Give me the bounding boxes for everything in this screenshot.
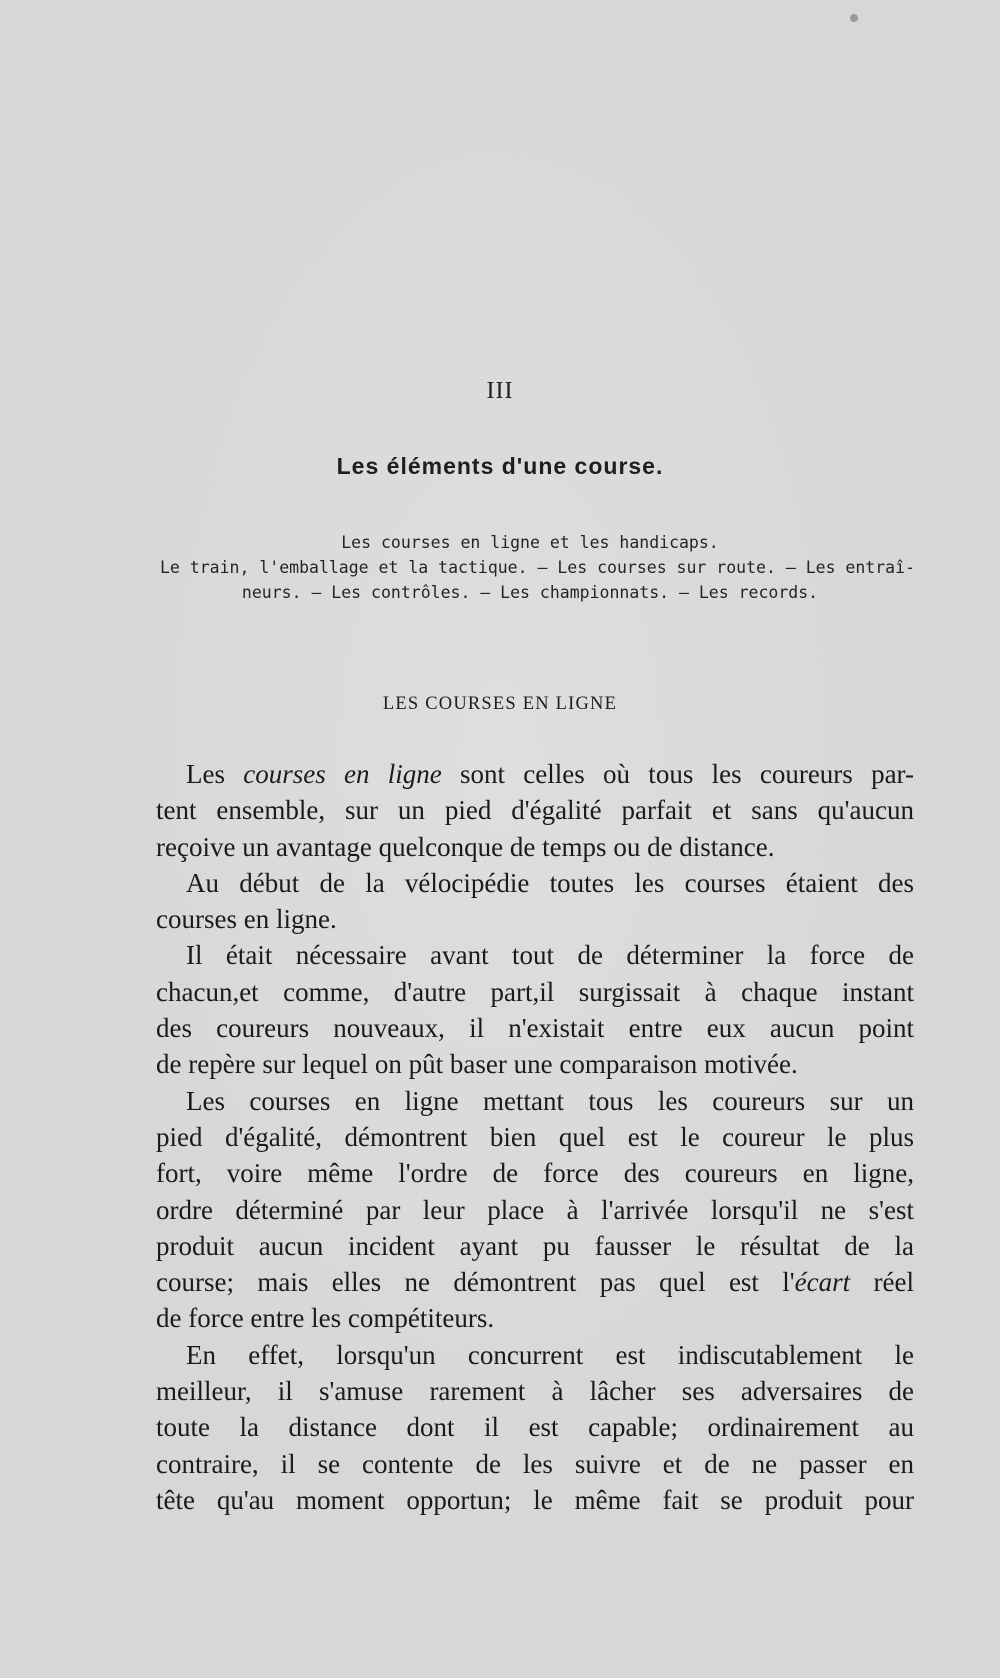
text-run: course; mais elles ne démontrent pas quel est l'	[156, 1267, 795, 1298]
body-text	[156, 756, 914, 1518]
text-line: courses en ligne.	[156, 904, 337, 935]
text-line: chacun,et comme, d'autre part,il surgissait à chaque instant	[156, 976, 914, 1007]
text-line: de force entre les compétiteurs.	[156, 1303, 495, 1334]
text-run: Les	[186, 759, 244, 789]
text-line: Au début de la vélocipédie toutes les courses étaient des	[186, 867, 914, 898]
ink-speck	[850, 14, 858, 22]
text-line: pied d'égalité, démontrent bien quel est le coureur le plus	[156, 1121, 914, 1152]
summary-line: Le train, l'emballage et la tactique. — Les courses sur route. — Les entraî-	[160, 558, 915, 577]
italic-term: courses en ligne	[243, 759, 442, 789]
text-line: Il était nécessaire avant tout de déterminer la force de	[186, 940, 914, 971]
text-run: réel	[850, 1267, 914, 1298]
text-line: fort, voire même l'ordre de force des coureurs en ligne,	[156, 1158, 914, 1189]
text-line: tête qu'au moment opportun; le même fait se produit pour	[156, 1484, 914, 1515]
text-line: ordre déterminé par leur place à l'arrivée lorsqu'il ne s'est	[156, 1194, 914, 1225]
text-run: sont celles où tous les coureurs par-	[441, 759, 915, 789]
text-line: reçoive un avantage quelconque de temps ou de distance.	[156, 831, 775, 862]
summary-line: Les courses en ligne et les handicaps.	[341, 533, 719, 552]
text-line	[156, 756, 914, 792]
text-line	[156, 1264, 914, 1300]
text-line: meilleur, il s'amuse rarement à lâcher ses adversaires de	[156, 1376, 914, 1407]
section-heading: LES COURSES EN LIGNE	[382, 694, 618, 714]
text-line: tent ensemble, sur un pied d'égalité parfait et sans qu'aucun	[156, 795, 914, 826]
text-line: Les courses en ligne mettant tous les coureurs sur un	[186, 1085, 914, 1116]
chapter-number: III	[486, 378, 514, 404]
text-line: contraire, il se contente de les suivre et de ne passer en	[156, 1448, 914, 1479]
text-line: toute la distance dont il est capable; ordinairement au	[156, 1412, 914, 1443]
chapter-title: Les éléments d'une course.	[336, 453, 664, 479]
text-line: produit aucun incident ayant pu fausser le résultat de la	[156, 1230, 914, 1261]
text-line: des coureurs nouveaux, il n'existait entre eux aucun point	[156, 1013, 914, 1044]
text-line: de repère sur lequel on pût baser une comparaison motivée.	[156, 1049, 798, 1080]
chapter-summary	[160, 530, 915, 605]
text-line: En effet, lorsqu'un concurrent est indiscutablement le	[186, 1339, 914, 1370]
summary-line: neurs. — Les contrôles. — Les championnats. — Les records.	[241, 583, 819, 602]
italic-term: écart	[794, 1267, 851, 1298]
